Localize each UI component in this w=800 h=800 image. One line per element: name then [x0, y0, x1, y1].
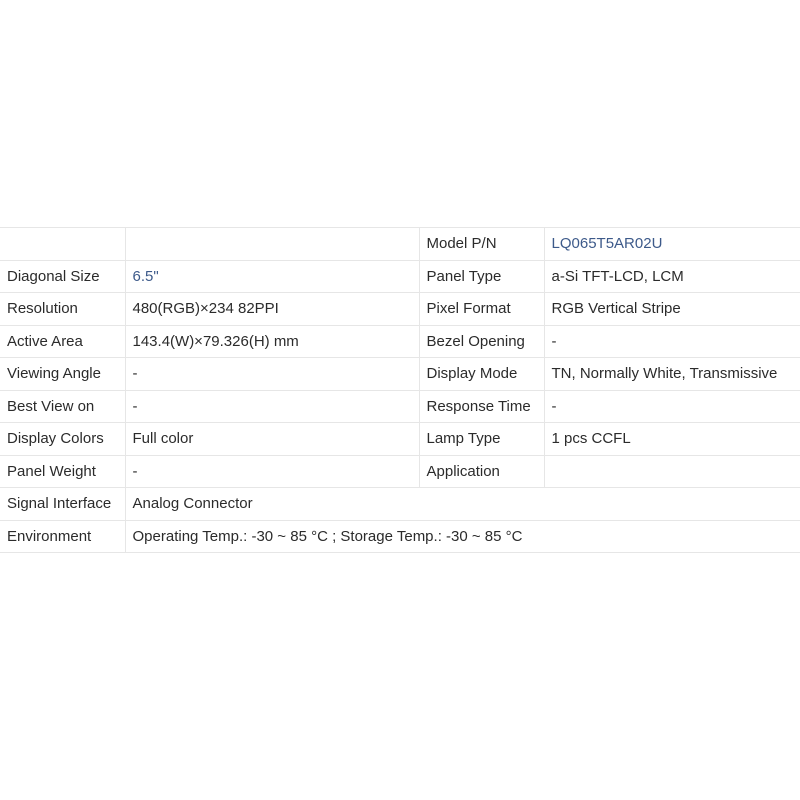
- spec-table: [0, 227, 800, 553]
- display-mode-label: Display Mode: [419, 358, 544, 391]
- lamp-type-label: Lamp Type: [419, 423, 544, 456]
- table-row: [0, 358, 800, 391]
- empty-cell: [125, 228, 419, 261]
- environment-label: Environment: [0, 520, 125, 553]
- panel-type-value: a-Si TFT-LCD, LCM: [544, 260, 800, 293]
- table-row: [0, 488, 800, 521]
- viewing-angle-value: -: [125, 358, 419, 391]
- response-time-value: -: [544, 390, 800, 423]
- signal-interface-label: Signal Interface: [0, 488, 125, 521]
- pixel-format-label: Pixel Format: [419, 293, 544, 326]
- display-colors-label: Display Colors: [0, 423, 125, 456]
- display-colors-value: Full color: [125, 423, 419, 456]
- panel-weight-label: Panel Weight: [0, 455, 125, 488]
- table-row: [0, 520, 800, 553]
- signal-interface-value: Analog Connector: [125, 488, 800, 521]
- viewing-angle-label: Viewing Angle: [0, 358, 125, 391]
- panel-weight-value: -: [125, 455, 419, 488]
- resolution-label: Resolution: [0, 293, 125, 326]
- bezel-opening-value: -: [544, 325, 800, 358]
- table-row: [0, 390, 800, 423]
- table-row: [0, 293, 800, 326]
- bezel-opening-label: Bezel Opening: [419, 325, 544, 358]
- model-pn-value: LQ065T5AR02U: [544, 228, 800, 261]
- table-row: [0, 228, 800, 261]
- table-row: [0, 455, 800, 488]
- application-value: [544, 455, 800, 488]
- empty-cell: [0, 228, 125, 261]
- diagonal-size-value: 6.5": [125, 260, 419, 293]
- response-time-label: Response Time: [419, 390, 544, 423]
- lamp-type-value: 1 pcs CCFL: [544, 423, 800, 456]
- model-pn-label: Model P/N: [419, 228, 544, 261]
- active-area-label: Active Area: [0, 325, 125, 358]
- table-row: [0, 325, 800, 358]
- environment-value: Operating Temp.: -30 ~ 85 °C ; Storage Temp.: -30 ~ 85 °C: [125, 520, 800, 553]
- resolution-value: 480(RGB)×234 82PPI: [125, 293, 419, 326]
- best-view-label: Best View on: [0, 390, 125, 423]
- diagonal-size-label: Diagonal Size: [0, 260, 125, 293]
- table-row: [0, 423, 800, 456]
- application-label: Application: [419, 455, 544, 488]
- best-view-value: -: [125, 390, 419, 423]
- panel-type-label: Panel Type: [419, 260, 544, 293]
- pixel-format-value: RGB Vertical Stripe: [544, 293, 800, 326]
- table-row: [0, 260, 800, 293]
- display-mode-value: TN, Normally White, Transmissive: [544, 358, 800, 391]
- active-area-value: 143.4(W)×79.326(H) mm: [125, 325, 419, 358]
